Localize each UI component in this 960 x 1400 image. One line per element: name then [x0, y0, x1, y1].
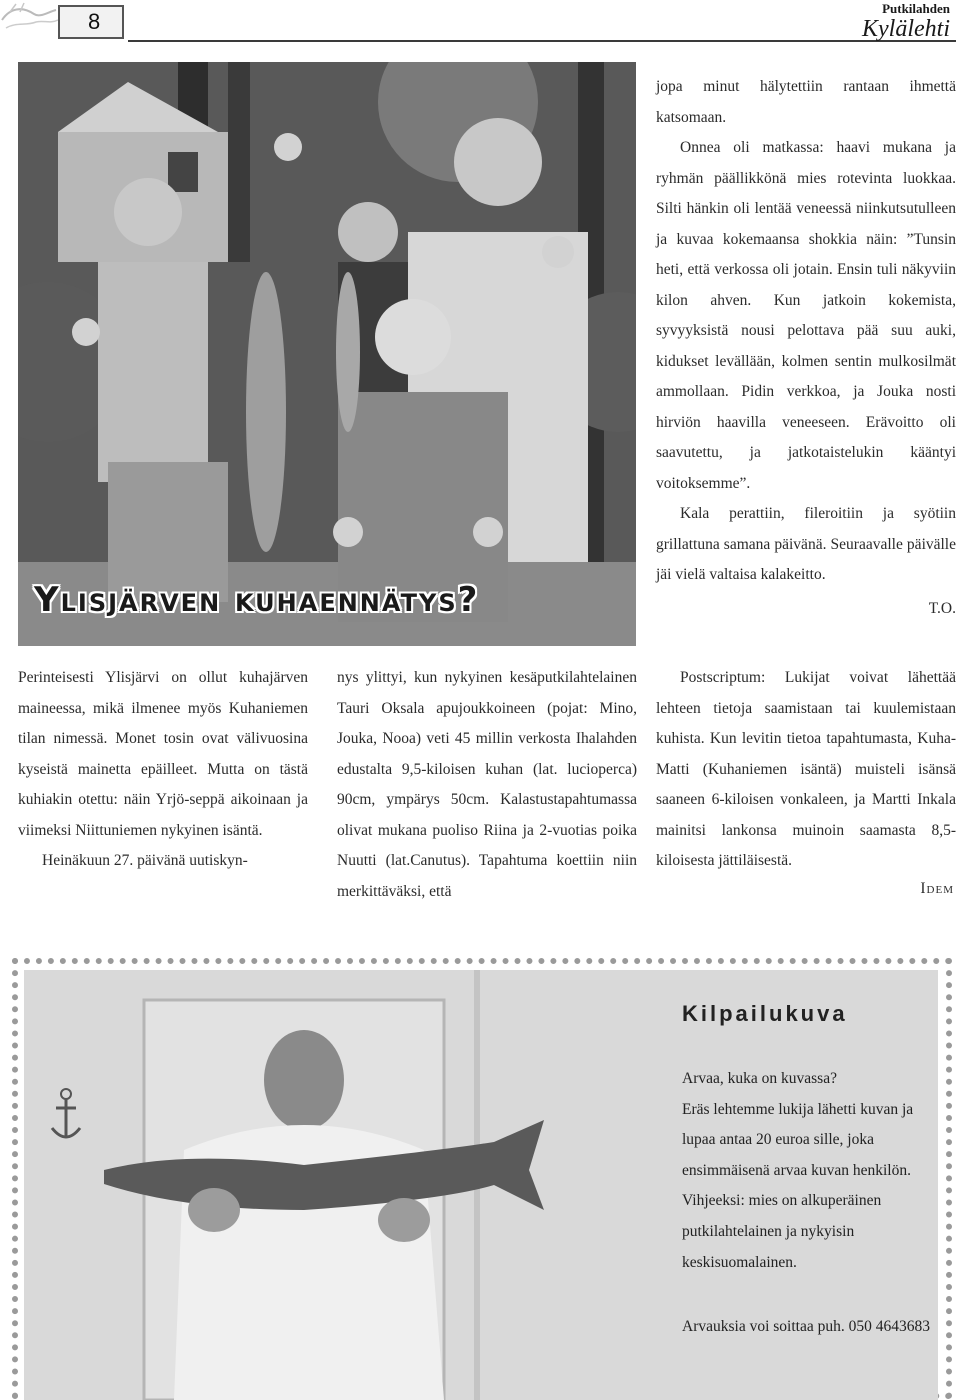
article-column-2 [337, 663, 637, 907]
article-paragraph: jopa minut hälytettiin rantaan ihmettä katsomaan. [656, 78, 956, 126]
masthead-subtitle: Putkilahden [882, 1, 950, 16]
contest-line: Eräs lehtemme lukija lähetti kuvan ja lupaa antaa 20 euroa sille, joka ensimmäisenä arvaa kuvan henkilön. [682, 1100, 914, 1179]
masthead-title: Kylälehti [862, 16, 950, 42]
page-number: 8 [58, 5, 124, 39]
article-signature: T.O. [928, 600, 956, 617]
fishing-group-photo [18, 62, 636, 646]
article-paragraph: Kala perattiin, fileroitiin ja syötiin grillattuna samana päivänä. Seuraavalle päivälle jäi vielä valtaisa kalakeitto. [656, 505, 956, 583]
article-headline: Ylisjärven kuhaennätys? [34, 580, 480, 620]
contest-text [682, 1064, 932, 1278]
article-paragraph: Heinäkuun 27. päivänä uutiskyn- [42, 852, 248, 869]
postscript-signature: Idem [920, 880, 954, 897]
article-paragraph: Onnea oli matkassa: haavi mukana ja ryhmän päällikkönä mies rotevinta luokkaa. Silti hänkin oli lentää veneessä niinkutsutulleen ja kuvaa kokemaansa shokkia näin: ”Tunsin heti, että verkossa oli jotain. Ensin tuli näkyviin kilon ahven. Kun jatkoin kokemista, syvyyksistä nousi pelottava pää suu auki, kidukset levällään, kolmen sentin mulkosilmät ammollaan. Pidin verkkoa, ja Jouka nosti hirviön haavilla veneeseen. Erävoitto oli saavutettu, ja jatkotaistelukin kääntyi voitoksemme”. [656, 139, 956, 492]
header-sketch-decoration-icon [0, 0, 60, 44]
contest-line: Arvaa, kuka on kuvassa? [682, 1070, 837, 1087]
contest-line: Vihjeeksi: mies on alkuperäinen putkilahtelainen ja nykyisin keskisuomalainen. [682, 1192, 882, 1271]
header-rule [128, 40, 956, 42]
contest-title: Kilpailukuva [682, 1001, 848, 1026]
article-right-column [656, 72, 956, 591]
masthead [862, 2, 950, 42]
article-column-3 [656, 663, 956, 877]
article-paragraph: Perinteisesti Ylisjärvi on ollut kuhajärven maineessa, mikä ilmenee myös Kuhaniemen tilan nimessä. Monet tosin ovat välivuosina kyseistä mainetta epäilleet. Mutta on tästä kuhiakin otettu: näin Yrjö-seppä aikoinaan ja viimeksi Niittuniemen nykyinen isäntä. [18, 669, 308, 839]
contest-phone-call: Arvauksia voi soittaa puh. 050 4643683 [682, 1318, 930, 1335]
article-column-1 [18, 663, 308, 877]
article-paragraph: Postscriptum: Lukijat voivat lähettää lehteen tietoja saamistaan tai kuulemistaan kuhista. Kun levitin tietoa tapahtumasta, Kuha-Matti (Kuhaniemen isäntä) muisteli isänsä saaneen 6-kiloisen vonkaleen, ja Martti Inkala mainitsi lankonsa muinoin saamasta 8,5-kiloisesta jättiläisestä. [656, 669, 956, 869]
article-paragraph: nys ylittyi, kun nykyinen kesäputkilahtelainen Tauri Oksala apujoukkoineen (pojat: Mino, Jouka, Nooa) veti 45 millin verkosta Ihalahden edustalta 9,5-kiloisen kuhan (lat. lucioperca) 90cm, ympärys 50cm. Kalastustapahtumassa olivat mukana puoliso Riina ja 2-vuotias poika Nuutti (lat.Canutus). Tapahtuma koettiin niin merkittäväksi, että [337, 669, 637, 900]
